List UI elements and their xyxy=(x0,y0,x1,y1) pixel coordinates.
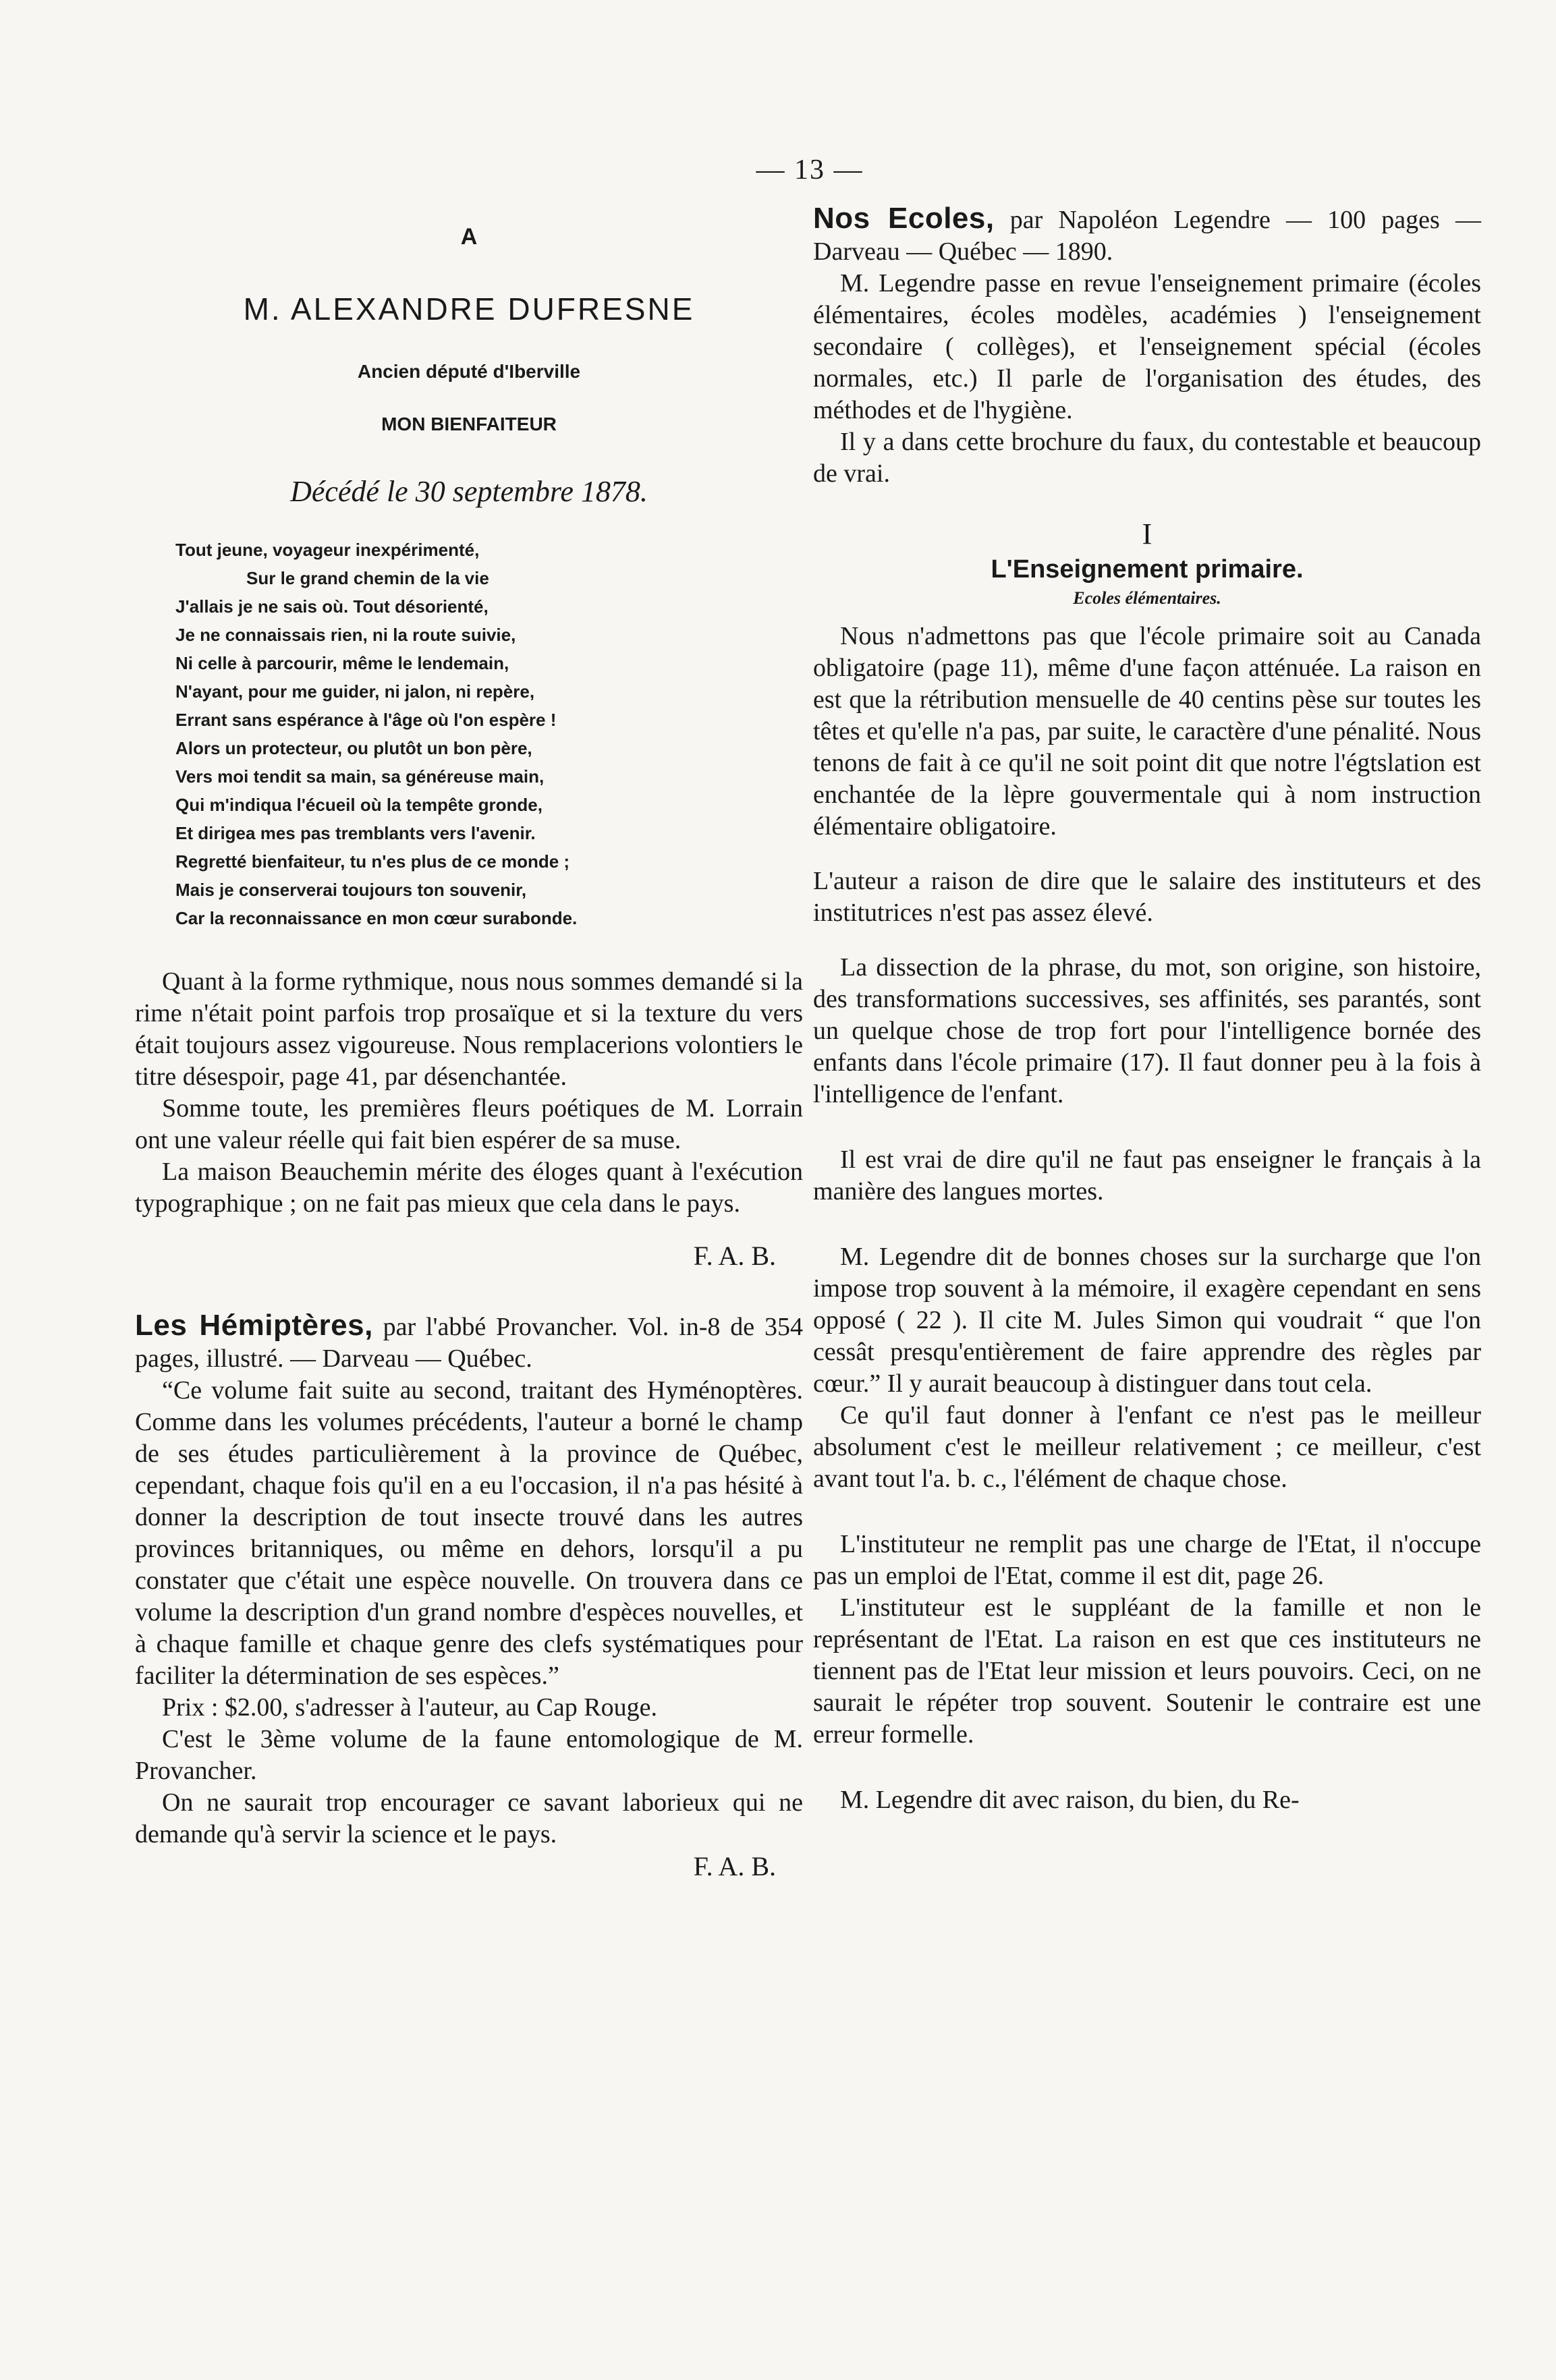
review2-signature: F. A. B. xyxy=(693,1851,776,1881)
body-paragraph: M. Legendre dit avec raison, du bien, du Re- xyxy=(840,1786,1300,1814)
review-heading xyxy=(813,202,1481,268)
review2-heading xyxy=(135,1309,803,1375)
body-paragraph: Ce qu'il faut donner à l'enfant ce n'est pas le meilleur absolument c'est le meilleur relativement ; ce meilleur, c'est avant tout l'a. b. c., l'élément de chaque chose. xyxy=(813,1401,1481,1493)
body-paragraph: L'auteur a raison de dire que le salaire des instituteurs et des institutrices n'est pas assez élevé. xyxy=(813,867,1481,927)
review2-intro: par l'abbé Provancher. Vol. in-8 de 354 pages, illustré. — Darveau — Québec. xyxy=(135,1313,803,1373)
body-paragraph: L'instituteur ne remplit pas une charge de l'Etat, il n'occupe pas un emploi de l'Etat, comme il est dit, page 26. xyxy=(813,1530,1481,1590)
dedication-name: M. ALEXANDRE DUFRESNE xyxy=(243,291,695,327)
body-paragraph: La dissection de la phrase, du mot, son origine, son histoire, des transformations successives, ses affinités, ses parantés, sont un quelque chose de trop fort pour l'intelligence bornée des enfants dans l'école primaire (17). Il faut donner peu à la fois à l'intelligence de l'enfant. xyxy=(813,953,1481,1108)
poem-line: Car la reconnaissance en mon cœur surabonde. xyxy=(175,908,578,928)
intro-paragraph: Il y a dans cette brochure du faux, du contestable et beaucoup de vrai. xyxy=(813,428,1481,488)
body-paragraph: M. Legendre dit de bonnes choses sur la surcharge que l'on impose trop souvent à la mémoire, il exagère cependant en sens opposé ( 22 ). Il cite M. Jules Simon qui voudrait “ que l'on cessât presqu'entièrement de faire apprendre des règles par cœur.” Il y aurait beaucoup à distinguer dans tout cela. xyxy=(813,1243,1481,1398)
section-number: I xyxy=(1142,517,1152,550)
poem-line: Je ne connaissais rien, ni la route suivie, xyxy=(175,625,516,645)
review2-paragraph: “Ce volume fait suite au second, traitant des Hyménoptères. Comme dans les volumes précédents, l'auteur a borné le champ de ses études particulièrement à la province de Québec, cependant, chaque fois qu'il en a eu l'occasion, il n'a pas hésité à donner la description de tout insecte trouvé dans les autres provinces britanniques, ou même en dehors, lorsqu'il a pu constater que c'était une espèce nouvelle. On trouvera dans ce volume la description d'un grand nombre d'espèces nouvelles, et à chaque famille et chaque genre des clefs systématiques pour faciliter la détermination de ses espèces.” xyxy=(135,1376,803,1690)
poem-line: N'ayant, pour me guider, ni jalon, ni repère, xyxy=(175,681,535,702)
poem-line: Ni celle à parcourir, même le lendemain, xyxy=(175,653,509,673)
poem-line: Vers moi tendit sa main, sa généreuse main, xyxy=(175,766,545,787)
review-intro: par Napoléon Legendre — 100 pages — Darveau — Québec — 1890. xyxy=(813,206,1481,266)
body-paragraph: Il est vrai de dire qu'il ne faut pas enseigner le français à la manière des langues mortes. xyxy=(813,1145,1481,1206)
dedication-poem xyxy=(175,536,803,932)
body-paragraph: Nous n'admettons pas que l'école primaire soit au Canada obligatoire (page 11), même d'une façon atténuée. La raison en est que la rétribution mensuelle de 40 centins pèse sur toutes les têtes et qu'elle n'a pas, par suite, le caractère d'une pénalité. Nous tenons de fait à ce qu'il ne soit point dit que notre l'égtslation est enchantée de la lèpre gouvermentale qui à nom instruction élémentaire obligatoire. xyxy=(813,622,1481,841)
poem-line: Regretté bienfaiteur, tu n'es plus de ce monde ; xyxy=(175,851,570,872)
dedication-a: A xyxy=(460,224,478,250)
section-subtitle: Ecoles élémentaires. xyxy=(1073,588,1221,608)
poem-line: Et dirigea mes pas tremblants vers l'avenir. xyxy=(175,823,536,843)
poem-line: Alors un protecteur, ou plutôt un bon père, xyxy=(175,738,532,758)
dedication-date: Décédé le 30 septembre 1878. xyxy=(290,475,648,508)
poem-line: Mais je conserverai toujours ton souvenir, xyxy=(175,880,527,900)
section-title: L'Enseignement primaire. xyxy=(991,555,1304,584)
review1-signature: F. A. B. xyxy=(693,1241,776,1271)
intro-paragraph: M. Legendre passe en revue l'enseignement primaire (écoles élémentaires, écoles modèles, académies ) l'enseignement secondaire ( collèges), et l'enseignement spécial (écoles normales, etc.) Il parle de l'organisation des études, des méthodes et de l'hygiène. xyxy=(813,269,1481,424)
review2-paragraph: C'est le 3ème volume de la faune entomologique de M. Provancher. xyxy=(135,1725,803,1785)
poem-line: J'allais je ne sais où. Tout désorienté, xyxy=(175,596,489,617)
review2-paragraph: On ne saurait trop encourager ce savant laborieux qui ne demande qu'à servir la science et le pays. xyxy=(135,1788,803,1848)
review2-price: Prix : $2.00, s'adresser à l'auteur, au Cap Rouge. xyxy=(162,1693,658,1722)
page-number: — 13 — xyxy=(756,154,864,186)
dedication-title: Ancien député d'Iberville xyxy=(357,361,581,382)
review1-paragraph: Quant à la forme rythmique, nous nous sommes demandé si la rime n'était point parfois trop prosaïque et si la texture du vers était toujours assez vigoureuse. Nous remplacerions volontiers le titre désespoir, page 41, par désenchantée. xyxy=(135,967,803,1091)
review1-paragraph: Somme toute, les premières fleurs poétiques de M. Lorrain ont une valeur réelle qui fait bien espérer de sa muse. xyxy=(135,1094,803,1154)
right-column xyxy=(813,202,1481,1816)
review-title: Nos Ecoles, xyxy=(813,202,995,235)
body-paragraph: L'instituteur est le suppléant de la famille et non le représentant de l'Etat. La raison en est que ces instituteurs ne tiennent pas de l'Etat leur mission et leurs pouvoirs. Ceci, on ne saurait le répéter trop souvent. Soutenir le contraire est une erreur formelle. xyxy=(813,1593,1481,1749)
dedication-benefactor: MON BIENFAITEUR xyxy=(381,414,557,434)
poem-line: Qui m'indiqua l'écueil où la tempête gronde, xyxy=(175,795,543,815)
poem-line: Sur le grand chemin de la vie xyxy=(246,568,489,588)
review2-title: Les Hémiptères, xyxy=(135,1309,373,1342)
poem-line: Errant sans espérance à l'âge où l'on espère ! xyxy=(175,710,557,730)
poem-line: Tout jeune, voyageur inexpérimenté, xyxy=(175,540,480,560)
review1-paragraph: La maison Beauchemin mérite des éloges quant à l'exécution typographique ; on ne fait pas mieux que cela dans le pays. xyxy=(135,1158,803,1218)
left-column xyxy=(135,202,803,1882)
